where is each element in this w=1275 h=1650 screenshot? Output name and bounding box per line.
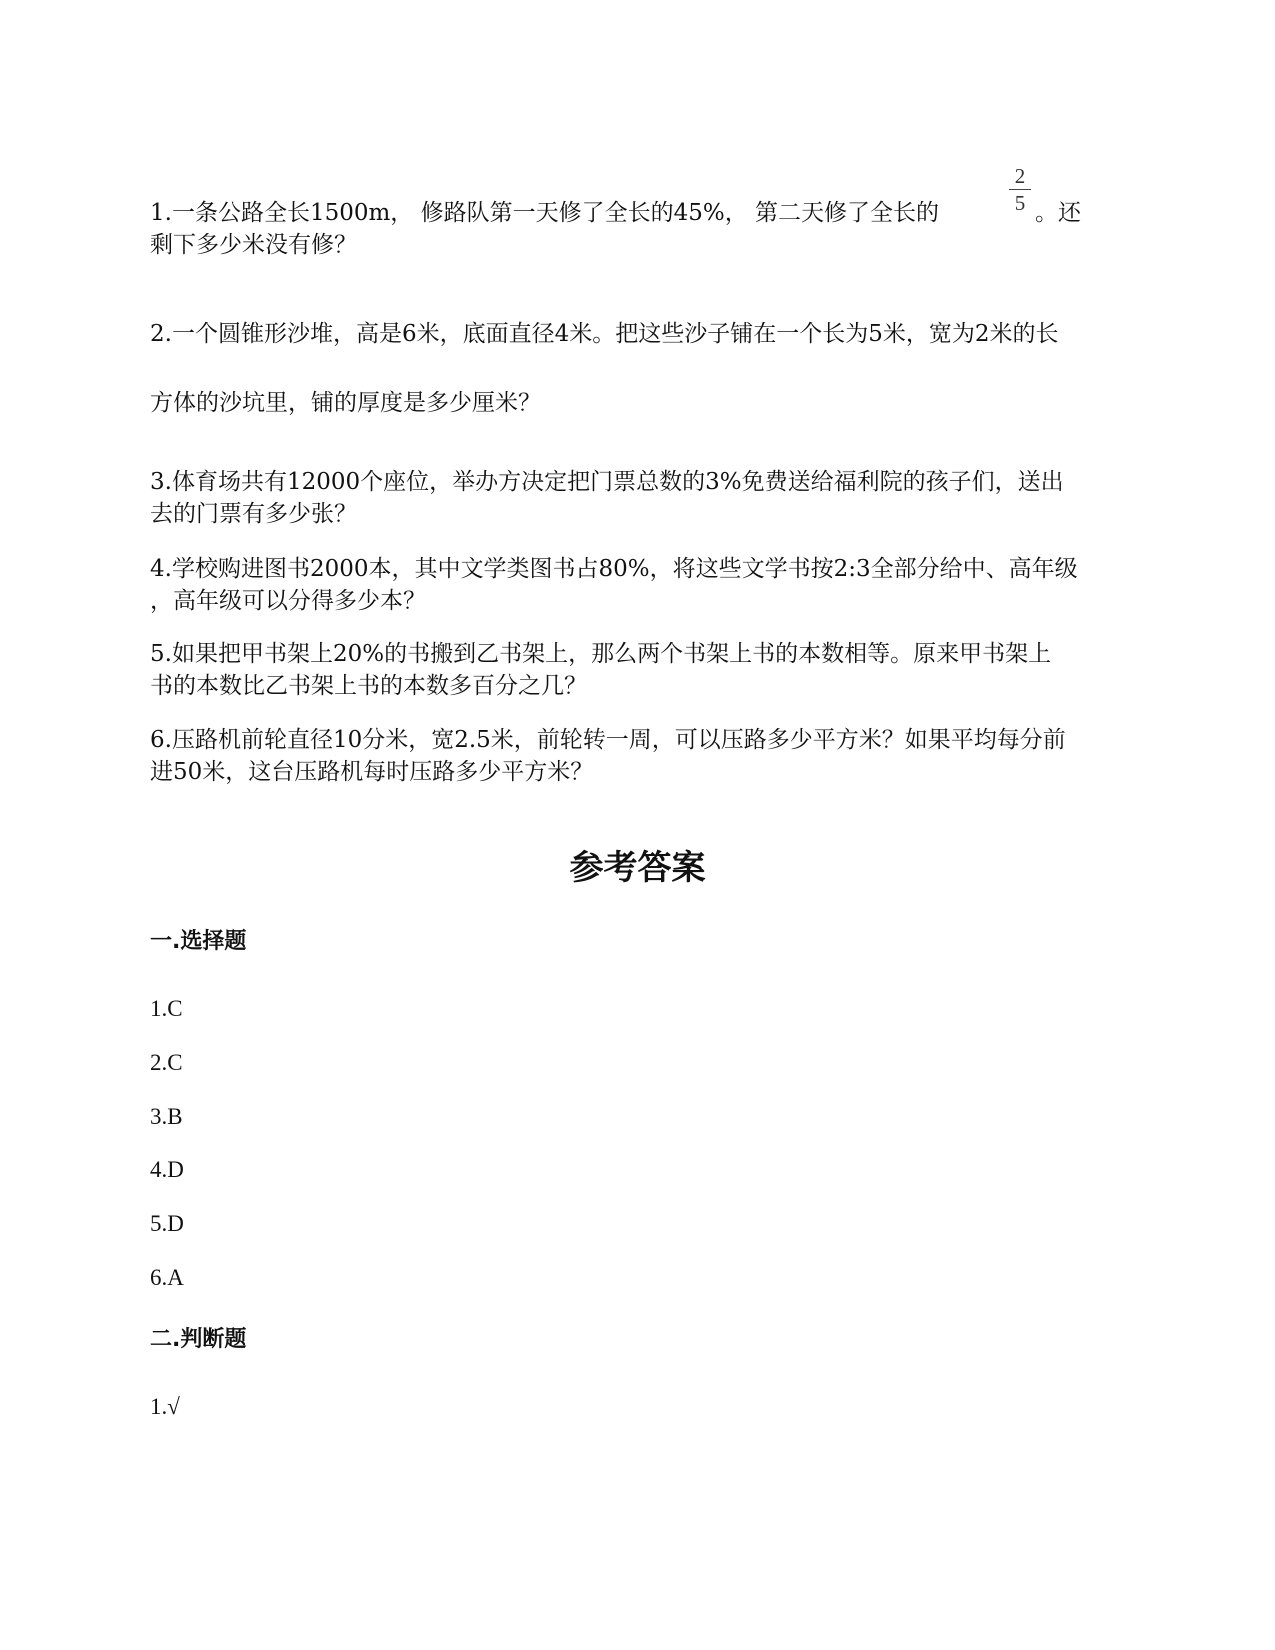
answer-item: 5.D	[150, 1211, 184, 1236]
answers-title: 参考答案	[569, 848, 706, 888]
question-1-line-1: 1.一条公路全长1500m， 修路队第一天修了全长的45%， 第二天修了全长的 。还	[150, 200, 1082, 226]
question-5	[150, 638, 1125, 702]
question-3-line-2: 去的门票有多少张？	[150, 501, 357, 527]
section-heading-judgement: 二.判断题	[150, 1327, 247, 1352]
section-heading-choice: 一.选择题	[150, 929, 247, 954]
question-2-cont	[150, 387, 1125, 419]
answer-item: 1.√	[150, 1394, 180, 1419]
answer-item: 2.C	[150, 1050, 183, 1075]
question-3-line-1: 3.体育场共有12000个座位，举办方决定把门票总数的3%免费送给福利院的孩子们，送出	[150, 469, 1064, 495]
fraction-numerator: 2	[1014, 164, 1026, 188]
question-6-line-1: 6.压路机前轮直径10分米，宽2.5米，前轮转一周，可以压路多少平方米？如果平均每分前	[150, 727, 1066, 753]
fraction-denominator: 5	[1014, 191, 1026, 215]
question-1-line-2: 剩下多少米没有修？	[150, 232, 357, 258]
fraction-two-fifths	[1009, 164, 1031, 215]
answer-item: 4.D	[150, 1157, 184, 1182]
question-6-line-2: 进50米，这台压路机每时压路多少平方米？	[150, 759, 594, 785]
question-2-line-1: 2.一个圆锥形沙堆，高是6米，底面直径4米。把这些沙子铺在一个长为5米，宽为2米的长	[150, 321, 1059, 347]
question-4-line-1: 4.学校购进图书2000本，其中文学类图书占80%，将这些文学书按2:3全部分给中、高年级	[150, 556, 1078, 582]
question-3	[150, 466, 1125, 530]
question-5-line-1: 5.如果把甲书架上20%的书搬到乙书架上，那么两个书架上书的本数相等。原来甲书架上	[150, 641, 1052, 667]
question-4	[150, 553, 1125, 617]
question-2	[150, 318, 1125, 350]
fraction-bar	[1009, 189, 1031, 190]
answer-item: 1.C	[150, 996, 183, 1021]
question-5-line-2: 书的本数比乙书架上书的本数多百分之几？	[150, 673, 587, 699]
question-2-line-2: 方体的沙坑里，铺的厚度是多少厘米？	[150, 390, 541, 416]
question-4-line-2: ，高年级可以分得多少本？	[150, 588, 426, 614]
answer-item: 6.A	[150, 1265, 184, 1290]
question-1	[150, 197, 1125, 261]
answer-item: 3.B	[150, 1104, 183, 1129]
question-6	[150, 724, 1125, 788]
